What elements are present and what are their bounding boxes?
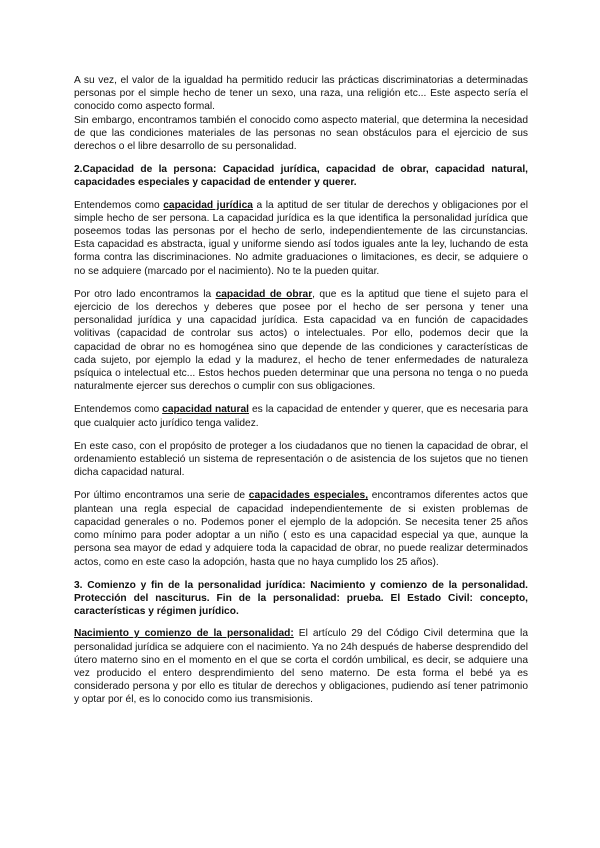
- intro-paragraph-formal: A su vez, el valor de la igualdad ha permitido reducir las prácticas discriminatorias a determinadas personas por el simple hecho de tener un sexo, una raza, una religión etc... Este aspecto sería el conocido como aspecto formal.: [74, 75, 528, 113]
- section-3-heading: 3. Comienzo y fin de la personalidad jurídica: Nacimiento y comienzo de la personalidad. Protección del nasciturus. Fin de la personalidad: prueba. El Estado Civil: concepto, características y régimen jurídico.: [74, 579, 528, 618]
- paragraph-natural-case: En este caso, con el propósito de proteger a los ciudadanos que no tienen la capacidad de obrar, el ordenamiento estableció un sistema de representación o de asistencia de los sujetos que no tienen dicha capacidad natural.: [74, 440, 528, 479]
- text: El artículo 29 del Código Civil determina que la personalidad jurídica se adquiere con el nacimiento. Ya no 24h después de haberse desprendido del útero materno sino en el momento en el que se corta el cordón umbilical, es decir, se adquiere una vez producido el entero desprendimiento del seno materno. De esta forma el bebé ya es considerado persona y por ello es titular de derechos y obligaciones, pudiendo así tener patrimonio y optar por él, es lo conocido como ius transmisionis.: [74, 628, 528, 706]
- text: Por último encontramos una serie de: [74, 490, 249, 502]
- text: Entendemos como: [74, 404, 163, 416]
- paragraph-nacimiento: [74, 627, 528, 706]
- intro-paragraph-material: Sin embargo, encontramos también el conocido como aspecto material, que determina la necesidad de que las condiciones materiales de las personas no sean obstáculos para el ejercicio de sus derechos o el libre desarrollo de su personalidad.: [74, 114, 528, 153]
- text: encontramos diferentes actos que plantean una regla especial de capacidad independientemente de si existen problemas de capacidad generales o no. Podemos poner el ejemplo de la adopción. Se necesita tener 25 años como mínimo para poder adoptar a un niño ( esto es una capacidad especial ya que, aunque la persona sea mayor de edad y adquiere toda la capacidad de obrar, no puede realizar determinados actos, como en este caso la adopción, hasta que no haya cumplido los 25 años).: [74, 490, 528, 568]
- document-page: [74, 74, 528, 717]
- text: , que es la aptitud que tiene el sujeto para el ejercicio de los derechos y deberes que posee por el hecho de ser persona y tener una personalidad jurídica y una capacidad jurídica. Esta capacidad va en función de capacidades volitivas (capacidad de controlar sus actos) o intelectuales. Por ello, podemos decir que la capacidad de obrar no es homogénea sino que depende de las condiciones y características de cada sujeto, por ejemplo la edad y la madurez, el hecho de tener enfermedades de naturaleza psíquica o intelectual etc... Estos hechos pueden determinar que una persona no tenga o no pueda naturalmente ejercer sus derechos o cumplir con sus obligaciones.: [74, 288, 528, 393]
- paragraph-capacidad-obrar: [74, 288, 528, 394]
- text: Entendemos como: [74, 199, 164, 211]
- term-nacimiento: Nacimiento y comienzo de la personalidad:: [74, 628, 294, 640]
- paragraph-capacidades-especiales: [74, 489, 528, 568]
- term-capacidad-obrar: capacidad de obrar: [215, 288, 313, 300]
- term-capacidad-juridica: capacidad jurídica: [163, 199, 253, 211]
- text: Por otro lado encontramos la: [74, 288, 216, 300]
- term-capacidad-natural: capacidad natural: [162, 404, 249, 416]
- text: a la aptitud de ser titular de derechos y obligaciones por el simple hecho de ser persona. La capacidad jurídica es la que identifica la personalidad jurídica que poseemos todas las personas por el hecho de serlo, independientemente de las circunstancias. Esta capacidad es abstracta, igual y uniforme siendo así todos iguales ante la ley, luchando de esta forma contra las discriminaciones. No admite graduaciones o limitaciones, es decir, se adquiere o no se adquiere (marcado por el nacimiento). No te la pueden quitar.: [74, 199, 528, 277]
- text: es la capacidad de entender y querer, que es necesaria para que cualquier acto jurídico tenga validez.: [74, 404, 528, 429]
- term-capacidades-especiales: capacidades especiales,: [248, 490, 369, 502]
- section-2-heading: 2.Capacidad de la persona: Capacidad jurídica, capacidad de obrar, capacidad natural, capacidades especiales y capacidad de entender y querer.: [74, 164, 528, 189]
- paragraph-capacidad-juridica: [74, 199, 528, 278]
- paragraph-capacidad-natural: [74, 403, 528, 429]
